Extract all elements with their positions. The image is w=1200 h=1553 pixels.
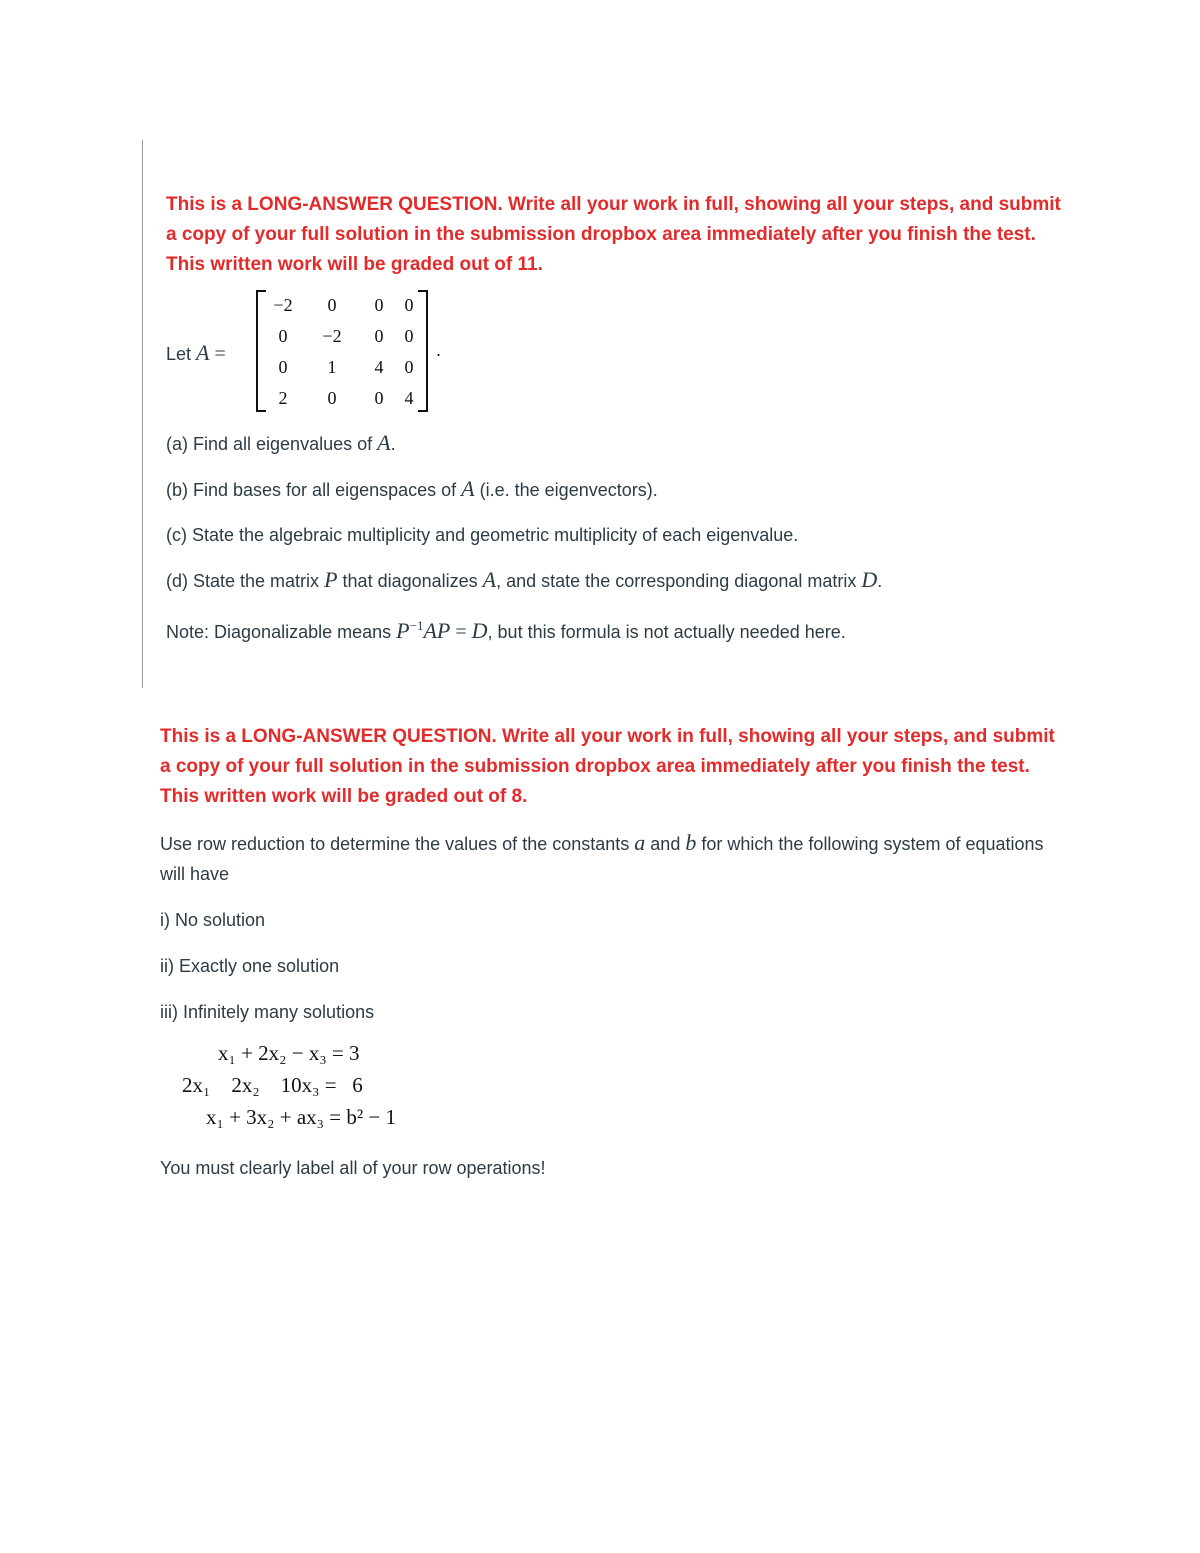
matrix-cell: 0 [278, 326, 288, 346]
matrix-row [264, 352, 422, 383]
equation-3: x₁ + 3x₂ + ax₃ = b² − 1 [206, 1105, 396, 1129]
matrix-cell: 0 [327, 295, 337, 315]
matrix-cell: −2 [322, 326, 342, 346]
option-one-solution: ii) Exactly one solution [160, 956, 340, 976]
part-d: (d) State the matrix P that diagonalizes A, and state the corresponding diagonal matrix D. [166, 567, 883, 592]
matrix-row [264, 383, 422, 414]
matrix-cell: 0 [374, 388, 384, 408]
part-a: (a) Find all eigenvalues of A. [166, 430, 396, 455]
matrix-cell: 0 [327, 388, 337, 408]
matrix-row [264, 290, 422, 321]
matrix-cell: 0 [374, 326, 384, 346]
matrix-cell: 0 [404, 295, 414, 315]
question2 [160, 722, 1060, 1183]
matrix-right-bracket [418, 290, 428, 412]
matrix-cell: 4 [404, 388, 414, 408]
part-b: (b) Find bases for all eigenspaces of A (i.e. the eigenvectors). [166, 476, 658, 501]
matrix-cell: 2 [278, 388, 288, 408]
part-c: (c) State the algebraic multiplicity and geometric multiplicity of each eigenvalue. [166, 525, 799, 545]
equation-2: 2x₁ 2x₂ 10x₃ = 6 [182, 1073, 363, 1097]
question2-intro: Use row reduction to determine the values of the constants a and b for which the following system of equations will have [160, 830, 1044, 884]
system-of-equations [180, 1041, 1060, 1141]
matrix-cell: 0 [374, 295, 384, 315]
matrix-cell: −2 [273, 295, 293, 315]
matrix-cell: 1 [327, 357, 337, 377]
matrix-row [264, 321, 422, 352]
note: Note: Diagonalizable means $P^{-1}AP = D$, but this formula is not actually needed here. [166, 618, 846, 643]
question1-left-rule [142, 140, 143, 688]
option-no-solution: i) No solution [160, 910, 266, 930]
let-label: Let A = [166, 340, 226, 365]
matrix-cell: 0 [404, 357, 414, 377]
matrix-cell: 0 [278, 357, 288, 377]
question2-warning: This is a LONG-ANSWER QUESTION. Write all your work in full, showing all your steps, and submit a copy of your full solution in the submission dropbox area immediately after you finish the test. This written work will be graded out of 8. [160, 726, 1055, 807]
row-operations-note: You must clearly label all of your row operations! [160, 1158, 546, 1178]
matrix-cell: 4 [374, 357, 384, 377]
matrix-A [264, 290, 422, 414]
question1 [166, 190, 1066, 647]
matrix-period: . [436, 340, 442, 360]
question1-warning: This is a LONG-ANSWER QUESTION. Write all your work in full, showing all your steps, and submit a copy of your full solution in the submission dropbox area immediately after you finish the test. This written work will be graded out of 11. [166, 194, 1061, 275]
matrix-definition [166, 290, 1066, 420]
matrix-cell: 0 [404, 326, 414, 346]
equation-1: x₁ + 2x₂ − x₃ = 3 [218, 1041, 360, 1065]
option-infinite-solutions: iii) Infinitely many solutions [160, 1002, 375, 1022]
